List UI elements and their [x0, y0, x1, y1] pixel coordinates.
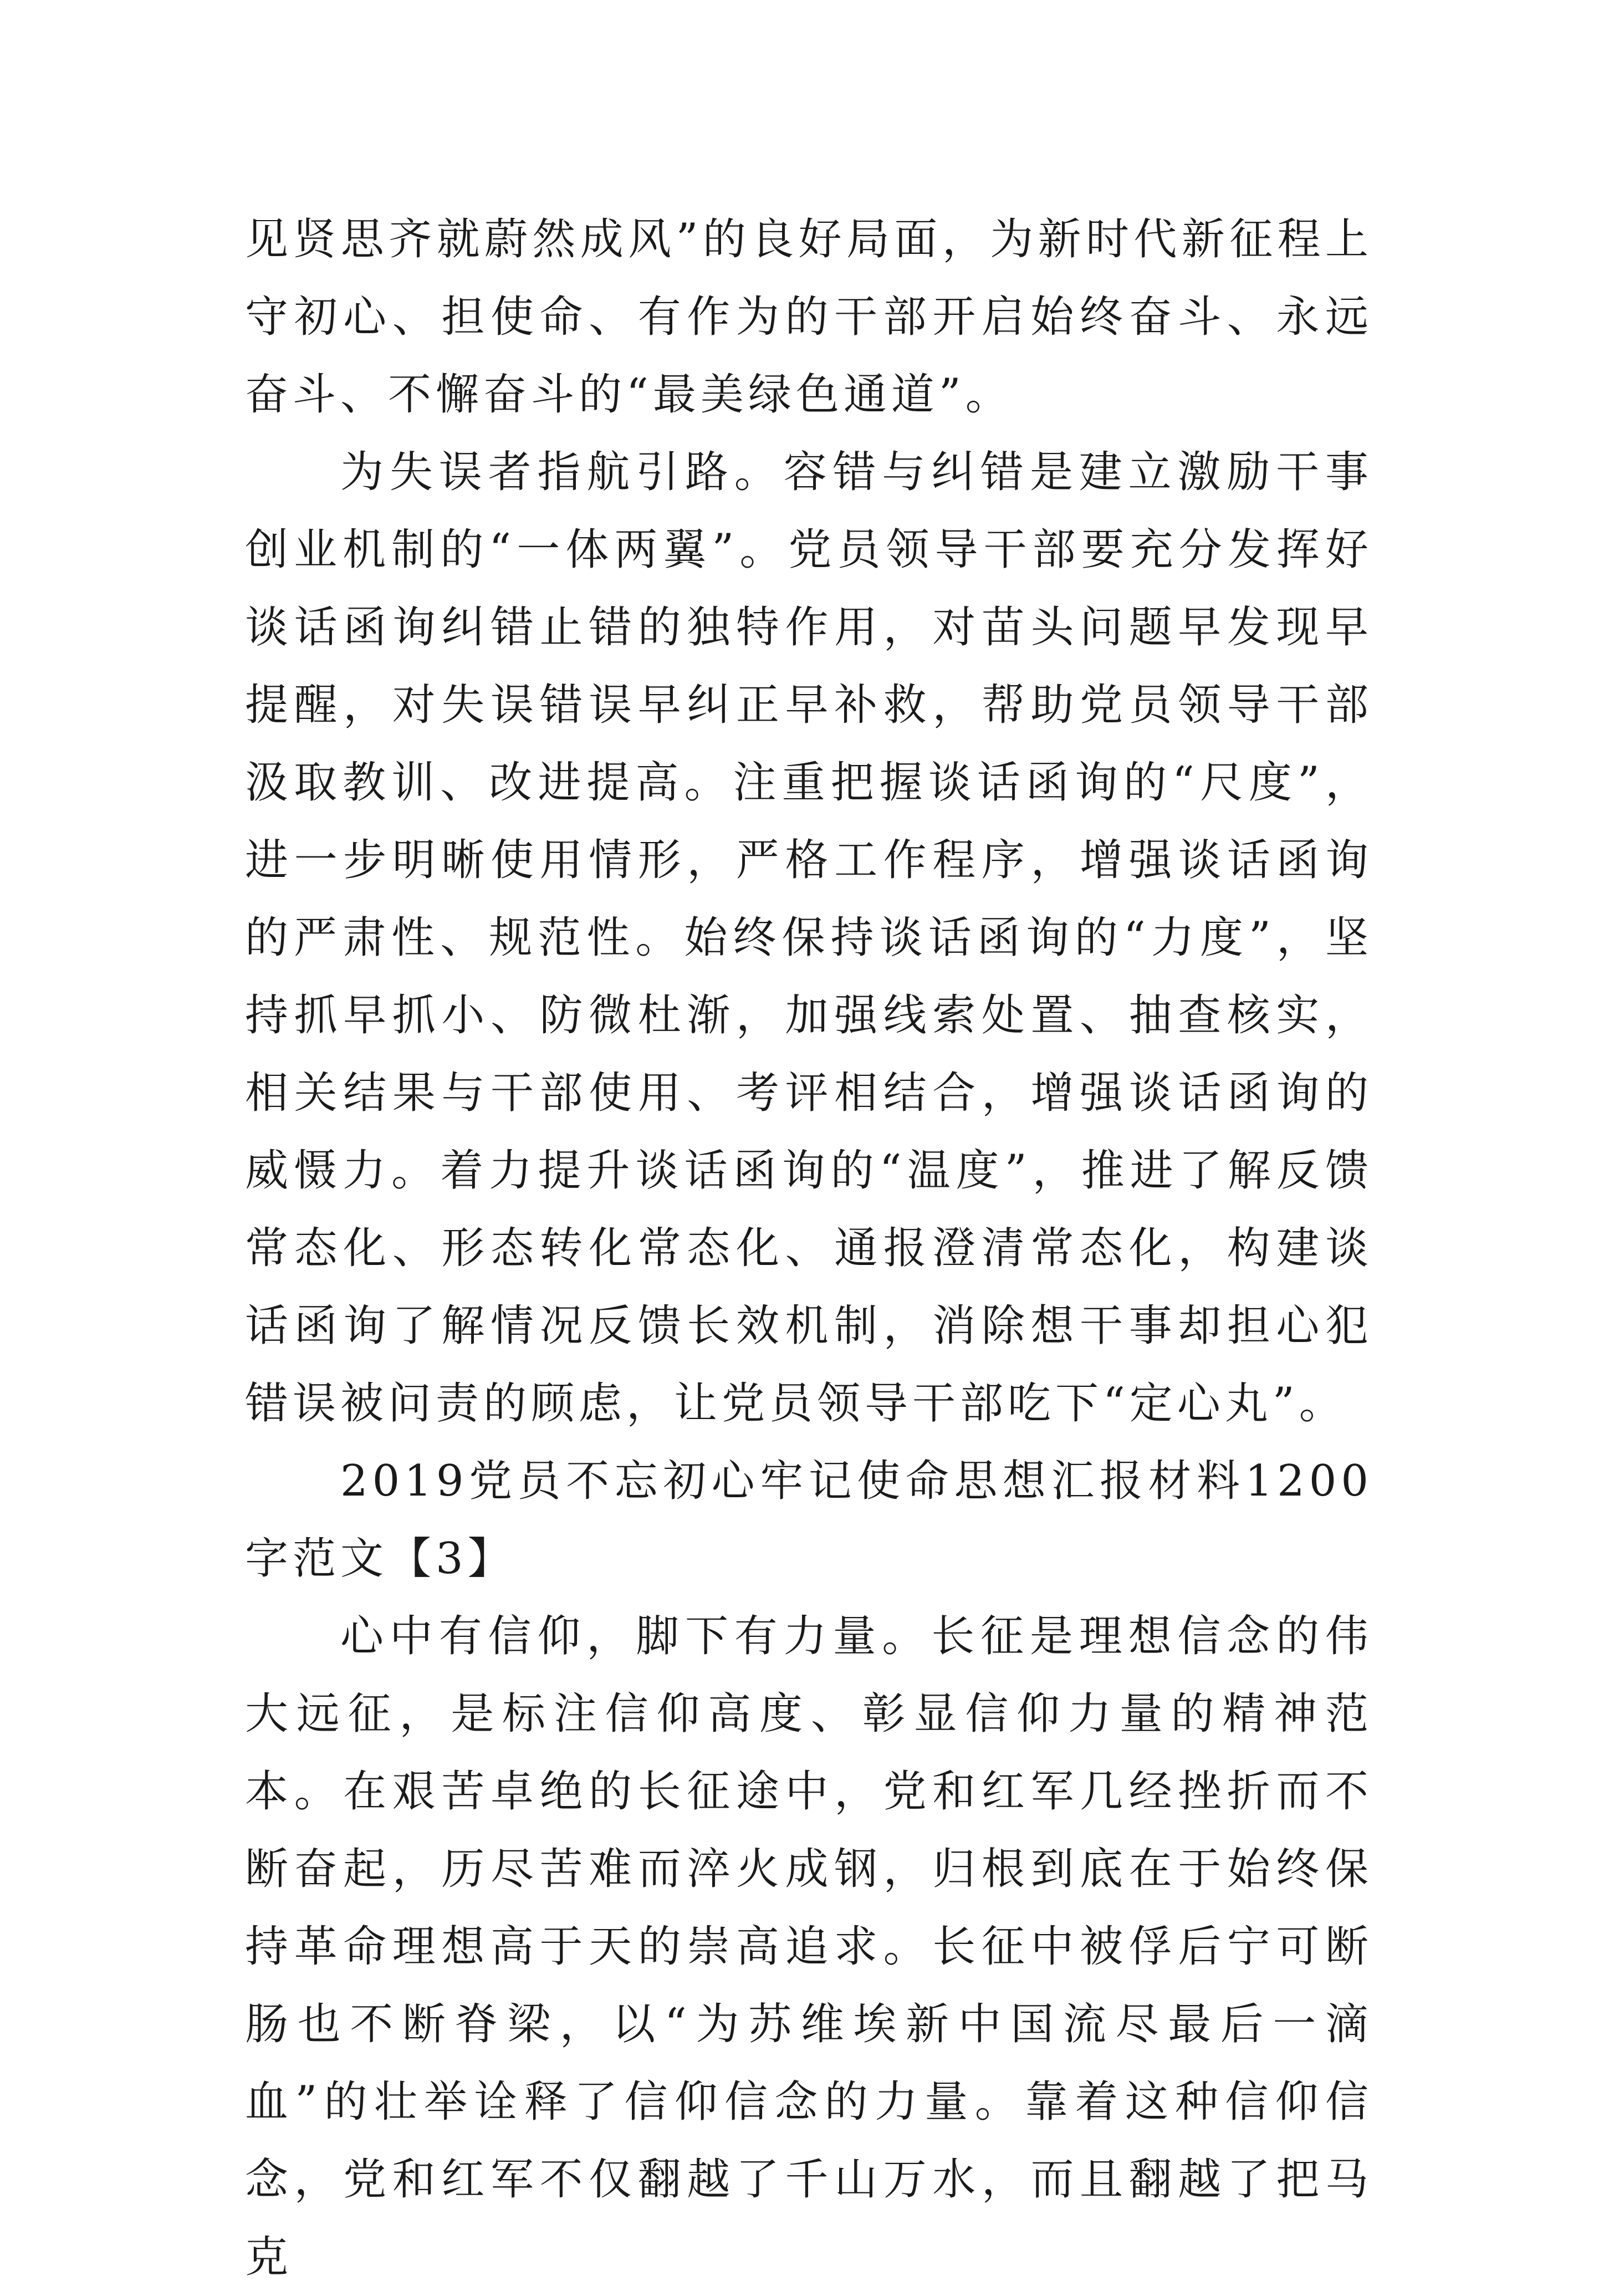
section-heading: 2019党员不忘初心牢记使命思想汇报材料1200字范文【3】: [245, 1456, 1373, 1584]
paragraph-continuation: 见贤思齐就蔚然成风”的良好局面，为新时代新征程上守初心、担使命、有作为的干部开启始终奋斗、永远奋斗、不懈奋斗的“最美绿色通道”。: [245, 215, 1373, 420]
document-body: [245, 201, 1373, 2296]
paragraph-faith: 心中有信仰，脚下有力量。长征是理想信念的伟大远征，是标注信仰高度、彰显信仰力量的精神范本。在艰苦卓绝的长征途中，党和红军几经挫折而不断奋起，历尽苦难而淬火成钢，归根到底在于始终保持革命理想高于天的崇高追求。长征中被俘后宁可断肠也不断脊梁，以“为苏维埃新中国流尽最后一滴血”的壮举诠释了信仰信念的力量。靠着这种信仰信念，党和红军不仅翻越了千山万水，而且翻越了把马克: [245, 1611, 1373, 2282]
paragraph-error-correction: 为失误者指航引路。容错与纠错是建立激励干事创业机制的“一体两翼”。党员领导干部要充分发挥好谈话函询纠错止错的独特作用，对苗头问题早发现早提醒，对失误错误早纠正早补救，帮助党员领导干部汲取教训、改进提高。注重把握谈话函询的“尺度”，进一步明晰使用情形，严格工作程序，增强谈话函询的严肃性、规范性。始终保持谈话函询的“力度”，坚持抓早抓小、防微杜渐，加强线索处置、抽查核实，相关结果与干部使用、考评相结合，增强谈话函询的威慑力。着力提升谈话函询的“温度”，推进了解反馈常态化、形态转化常态化、通报澄清常态化，构建谈话函询了解情况反馈长效机制，消除想干事却担心犯错误被问责的顾虑，让党员领导干部吃下“定心丸”。: [245, 447, 1373, 1428]
